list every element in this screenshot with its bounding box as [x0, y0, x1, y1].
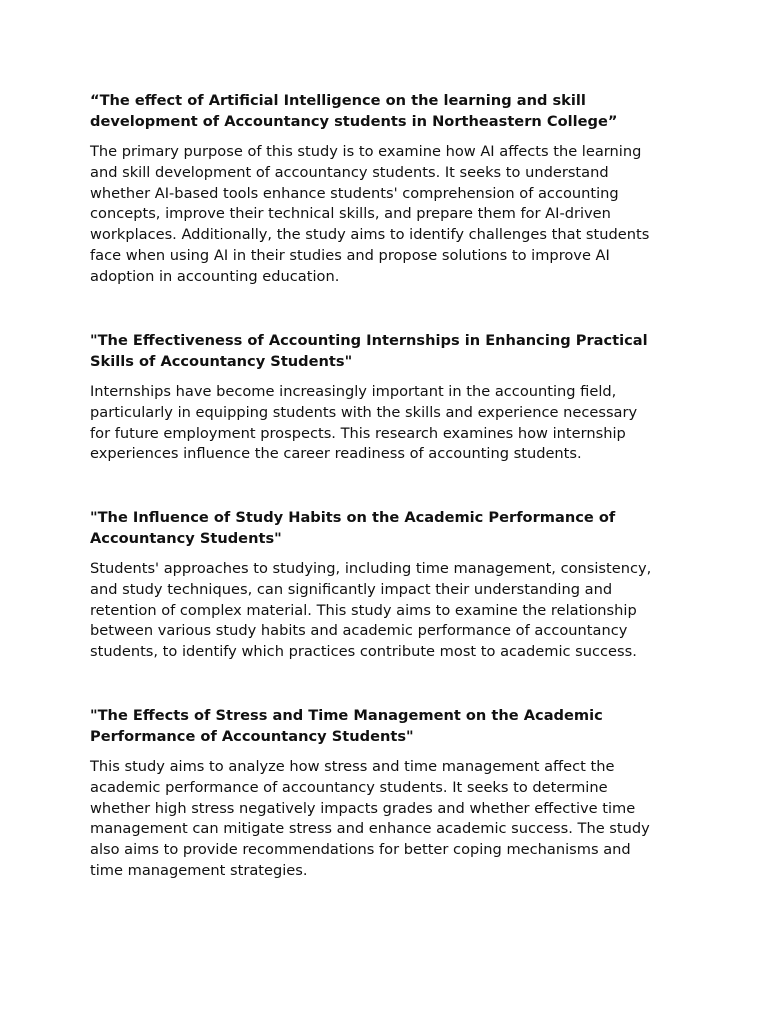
title-line: "The Effectiveness of Accounting Internships in Enhancing Practical: [90, 332, 648, 349]
body-line: also aims to provide recommendations for better coping mechanisms and: [90, 841, 631, 859]
body-line: and skill development of accountancy students. It seeks to understand: [90, 163, 609, 181]
section-stress-time: [90, 705, 680, 882]
title-line: “The effect of Artificial Intelligence on the learning and skill: [90, 92, 586, 109]
body-line: experiences influence the career readiness of accounting students.: [90, 445, 582, 463]
body-line: for future employment prospects. This research examines how internship: [90, 424, 626, 442]
title-line: "The Influence of Study Habits on the Academic Performance of: [90, 509, 616, 526]
body-line: concepts, improve their technical skills, and prepare them for AI-driven: [90, 205, 611, 223]
body-line: adoption in accounting education.: [90, 267, 340, 285]
section-body: [90, 142, 680, 288]
body-line: Students' approaches to studying, including time management, consistency,: [90, 560, 652, 577]
title-line: "The Effects of Stress and Time Management on the Academic: [90, 707, 603, 724]
section-body: [90, 559, 680, 663]
section-title: [90, 330, 680, 372]
body-line: academic performance of accountancy students. It seeks to determine: [90, 778, 608, 796]
body-line: time management strategies.: [90, 861, 308, 879]
section-body: [90, 757, 680, 882]
body-line: Internships have become increasingly important in the accounting field,: [90, 383, 617, 400]
title-line: Skills of Accountancy Students": [90, 353, 353, 370]
body-line: students, to identify which practices contribute most to academic success.: [90, 643, 637, 661]
section-title: [90, 90, 680, 132]
section-title: [90, 507, 680, 549]
section-internships: [90, 330, 680, 465]
body-line: workplaces. Additionally, the study aims to identify challenges that students: [90, 226, 650, 244]
section-study-habits: [90, 507, 680, 663]
body-line: particularly in equipping students with the skills and experience necessary: [90, 403, 638, 421]
section-ai-learning: [90, 90, 680, 288]
body-line: whether high stress negatively impacts grades and whether effective time: [90, 799, 636, 817]
title-line: Performance of Accountancy Students": [90, 728, 414, 745]
body-line: face when using AI in their studies and propose solutions to improve AI: [90, 246, 610, 264]
body-line: This study aims to analyze how stress and time management affect the: [90, 758, 615, 775]
body-line: management can mitigate stress and enhance academic success. The study: [90, 820, 650, 838]
body-line: between various study habits and academic performance of accountancy: [90, 622, 628, 640]
body-line: The primary purpose of this study is to examine how AI affects the learning: [90, 143, 642, 160]
section-title: [90, 705, 680, 747]
body-line: whether AI-based tools enhance students' comprehension of accounting: [90, 184, 619, 202]
title-line: Accountancy Students": [90, 530, 282, 547]
body-line: retention of complex material. This study aims to examine the relationship: [90, 601, 637, 619]
section-body: [90, 382, 680, 465]
title-line: development of Accountancy students in Northeastern College”: [90, 113, 618, 130]
body-line: and study techniques, can significantly impact their understanding and: [90, 580, 613, 598]
